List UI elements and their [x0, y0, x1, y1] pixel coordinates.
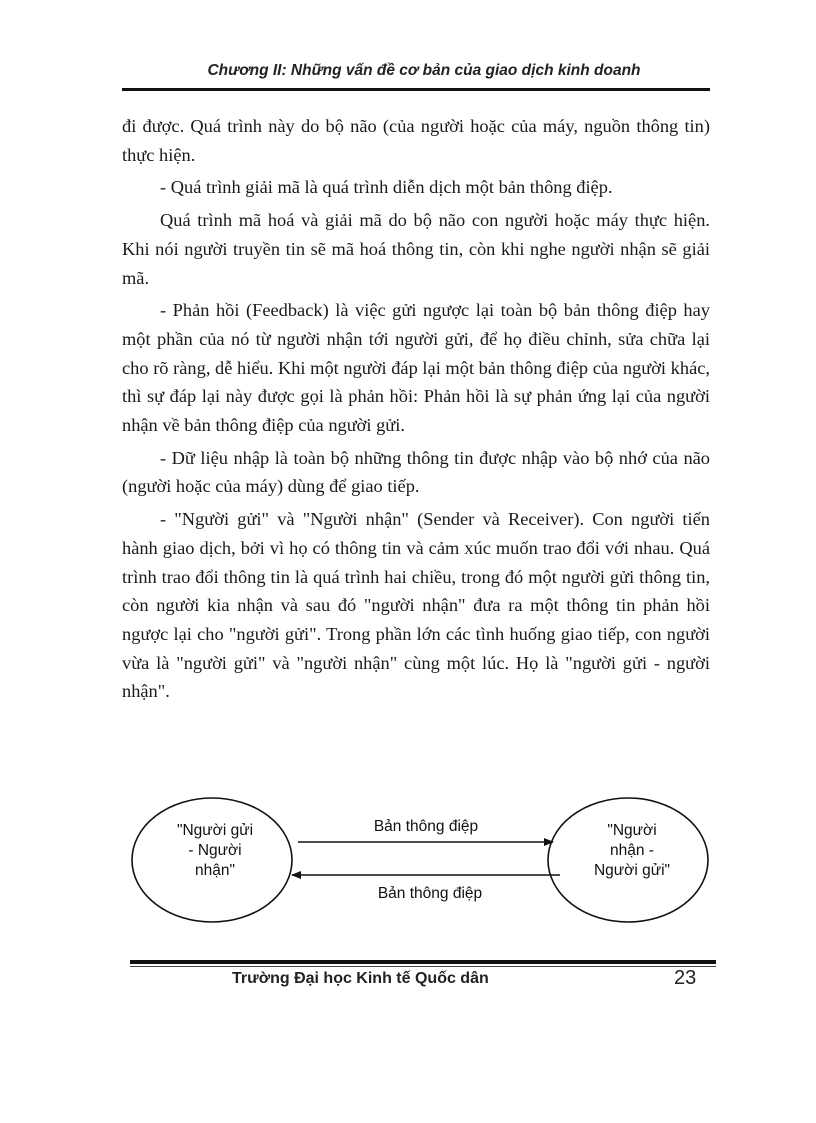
- left-node-line: - Người: [188, 842, 242, 859]
- sender-receiver-node: [132, 798, 292, 922]
- paragraph: - Phản hồi (Feedback) là việc gửi ngược lại toàn bộ bản thông điệp hay một phần của nó từ người nhận tới người gửi, để họ điều chỉnh, sửa chữa lại cho rõ ràng, dễ hiểu. Khi một người đáp lại một bản thông điệp của người khác, thì sự đáp lại này được gọi là phản hồi: Phản hồi là sự phản ứng lại của người nhận về bản thông điệp của người gửi.: [122, 300, 710, 436]
- paragraph: đi được. Quá trình này do bộ não (của người hoặc của máy, nguồn thông tin) thực hiện.: [122, 116, 710, 165]
- right-node-line: Người gửi": [593, 862, 671, 879]
- right-node-line: nhận -: [610, 842, 654, 859]
- running-header: Chương II: Những vấn đề cơ bản của giao dịch kinh doanh: [207, 62, 641, 79]
- paragraph: - Quá trình giải mã là quá trình diễn dịch một bản thông điệp.: [160, 177, 613, 198]
- paragraph: - "Người gửi" và "Người nhận" (Sender và Receiver). Con người tiến hành giao dịch, bởi vì họ có thông tin và cảm xúc muốn trao đổi với nhau. Quá trình trao đổi thông tin là quá trình hai chiều, trong đó một người gửi thông tin, còn người kia nhận và sau đó "người nhận" đưa ra một thông tin phản hồi ngược lại cho "người gửi". Trong phần lớn các tình huống giao tiếp, con người vừa là "người gửi" và "người nhận" cùng một lúc. Họ là "người gửi - người nhận".: [122, 509, 710, 702]
- header-rule: [122, 88, 710, 91]
- right-node-line: "Người: [607, 822, 657, 839]
- receiver-sender-node: [548, 798, 708, 922]
- bottom-arrow-label: Bản thông điệp: [377, 885, 483, 902]
- top-arrow-label: Bản thông điệp: [373, 818, 479, 835]
- page-number: 23: [674, 967, 697, 989]
- footer-institution: Trường Đại học Kinh tế Quốc dân: [232, 970, 489, 987]
- footer-rule-thin: [130, 966, 716, 967]
- paragraph: - Dữ liệu nhập là toàn bộ những thông tin được nhập vào bộ nhớ của não (người hoặc của máy) dùng để giao tiếp.: [122, 447, 710, 497]
- footer-rule: [130, 960, 716, 964]
- communication-diagram: [120, 795, 720, 935]
- left-node-line: nhận": [195, 862, 235, 879]
- left-node-line: "Người gửi: [176, 822, 254, 839]
- body-text: [122, 112, 710, 710]
- paragraph: Quá trình mã hoá và giải mã do bộ não con người hoặc máy thực hiện. Khi nói người truyền tin sẽ mã hoá thông tin, còn khi nghe người nhận sẽ giải mã.: [122, 210, 710, 288]
